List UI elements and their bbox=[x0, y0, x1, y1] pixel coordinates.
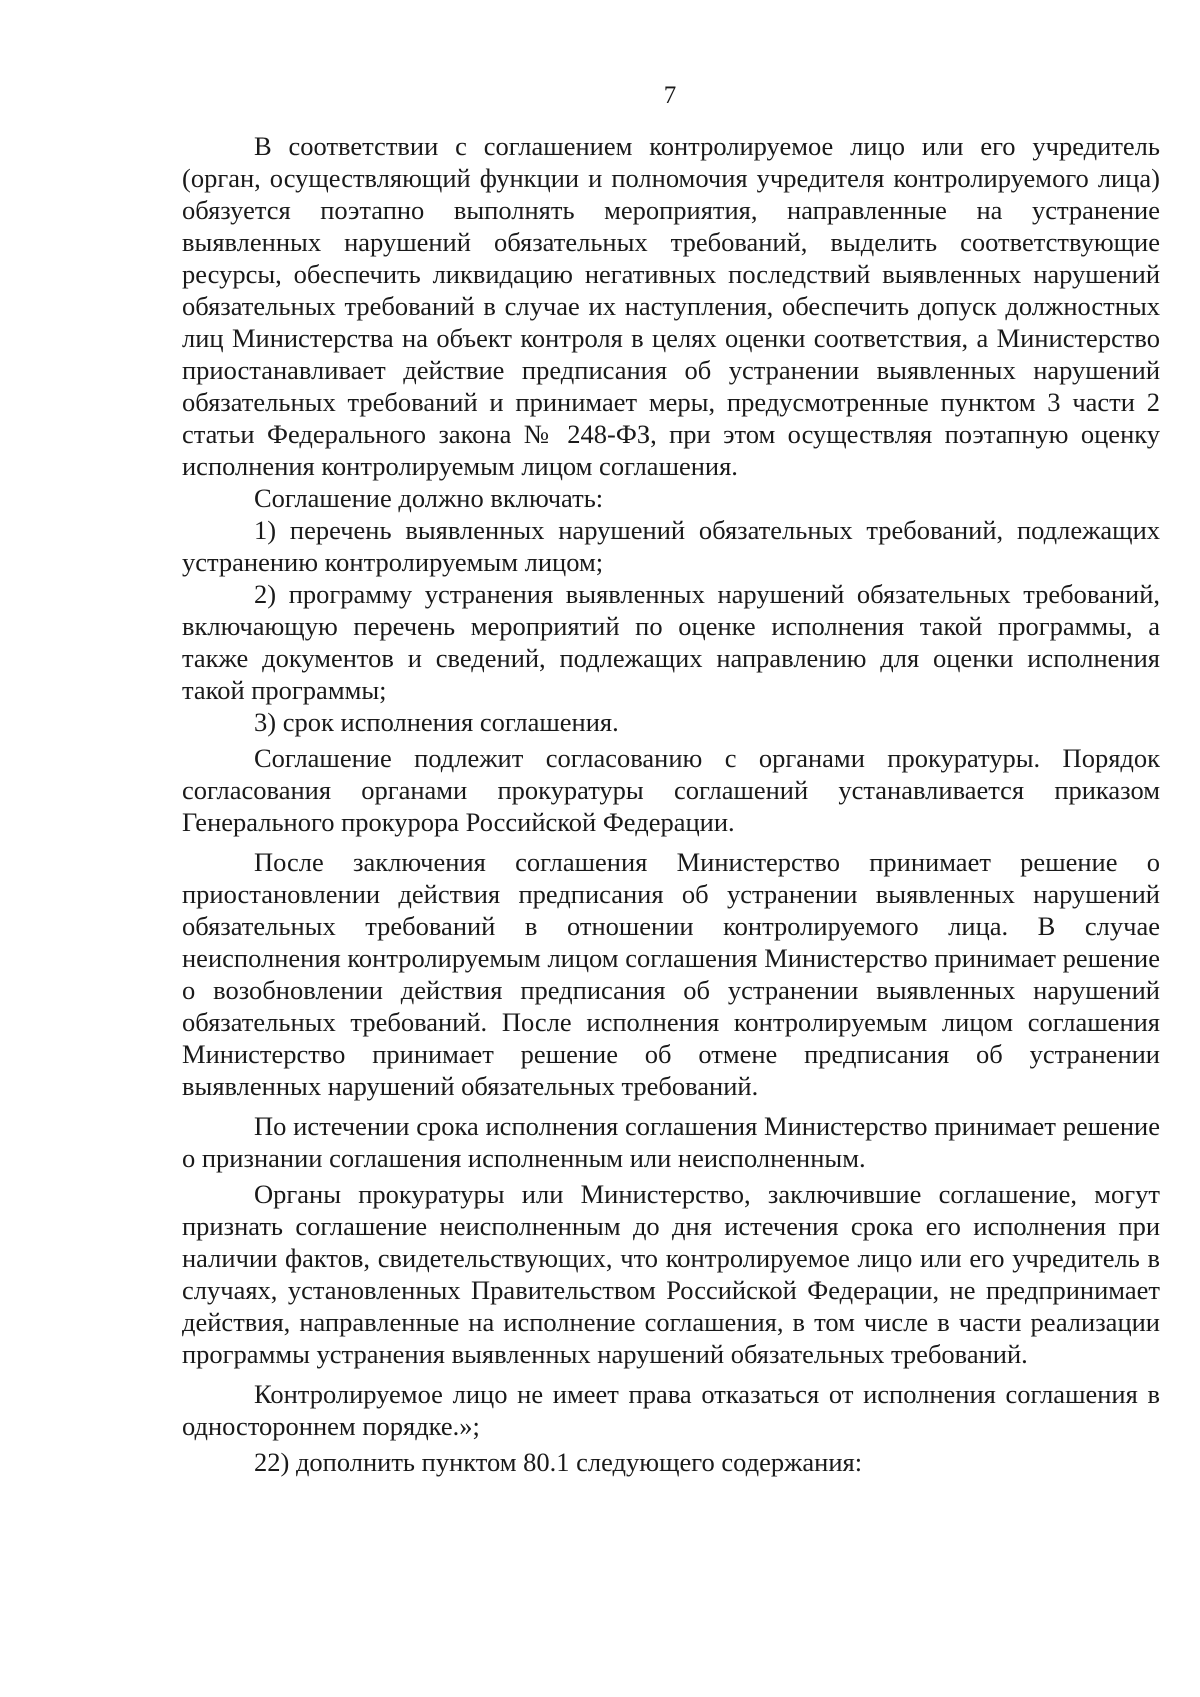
list-item-program: 2) программу устранения выявленных нарушений обязательных требований, включающую перечень мероприятий по оценке исполнения такой программы, а также документов и сведений, подлежащих направлению для оценки исполнения такой программы; bbox=[182, 579, 1160, 705]
paragraph-no-unilateral-refusal: Контролируемое лицо не имеет права отказаться от исполнения соглашения в одностороннем порядке.»; bbox=[182, 1379, 1160, 1441]
list-item-term: 3) срок исполнения соглашения. bbox=[254, 707, 619, 737]
paragraph-amendment-item-22: 22) дополнить пунктом 80.1 следующего содержания: bbox=[254, 1447, 863, 1477]
document-body bbox=[182, 130, 1160, 1478]
paragraph-agreement-obligations: В соответствии с соглашением контролируемое лицо или его учредитель (орган, осуществляющий функции и полномочия учредителя контролируемого лица) обязуется поэтапно выполнять мероприятия, направленные на устранение выявленных нарушений обязательных требований, выделить соответствующие ресурсы, обеспечить ликвидацию негативных последствий выявленных нарушений обязательных требований в случае их наступления, обеспечить допуск должностных лиц Министерства на объект контроля в целях оценки соответствия, а Министерство приостанавливает действие предписания об устранении выявленных нарушений обязательных требований и принимает меры, предусмотренные пунктом 3 части 2 статьи Федерального закона № 248-ФЗ, при этом осуществляя поэтапную оценку исполнения контролируемым лицом соглашения. bbox=[182, 131, 1160, 481]
paragraph-suspension-decision: После заключения соглашения Министерство принимает решение о приостановлении действия предписания об устранении выявленных нарушений обязательных требований в отношении контролируемого лица. В случае неисполнения контролируемым лицом соглашения Министерство принимает решение о возобновлении действия предписания об устранении выявленных нарушений обязательных требований. После исполнения контролируемым лицом соглашения Министерство принимает решение об отмене предписания об устранении выявленных нарушений обязательных требований. bbox=[182, 847, 1160, 1101]
paragraph-early-nonperformance: Органы прокуратуры или Министерство, заключившие соглашение, могут признать соглашение неисполненным до дня истечения срока его исполнения при наличии фактов, свидетельствующих, что контролируемое лицо или его учредитель в случаях, установленных Правительством Российской Федерации, не предпринимает действия, направленные на исполнение соглашения, в том числе в части реализации программы устранения выявленных нарушений обязательных требований. bbox=[182, 1179, 1160, 1369]
page-number: 7 bbox=[663, 82, 677, 109]
paragraph-prosecutor-approval: Соглашение подлежит согласованию с органами прокуратуры. Порядок согласования органами прокуратуры соглашений устанавливается приказом Генерального прокурора Российской Федерации. bbox=[182, 743, 1160, 837]
list-item-violations: 1) перечень выявленных нарушений обязательных требований, подлежащих устранению контролируемым лицом; bbox=[182, 515, 1160, 577]
paragraph-term-expiry: По истечении срока исполнения соглашения Министерство принимает решение о признании соглашения исполненным или неисполненным. bbox=[182, 1111, 1160, 1173]
paragraph-agreement-contents-intro: Соглашение должно включать: bbox=[254, 483, 604, 513]
